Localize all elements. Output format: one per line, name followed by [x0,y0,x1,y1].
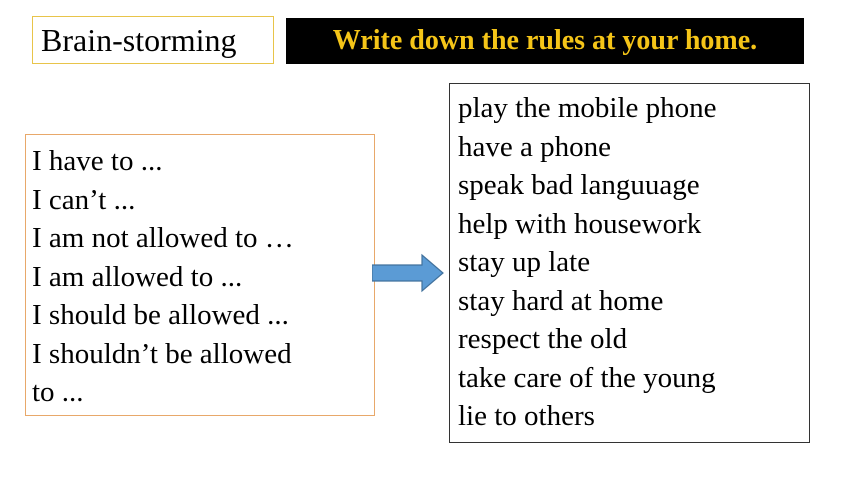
activity-item: have a phone [458,130,611,163]
activities-box [449,83,810,443]
activity-item: respect the old [458,323,628,355]
activity-item: play the mobile phone [458,92,717,124]
phrase-item: I can’t ... [32,183,136,216]
activity-item: lie to others [458,400,595,432]
brainstorming-title [32,16,274,64]
activity-item: stay up late [458,246,591,278]
brainstorming-title-text: Brain-storming [41,22,237,58]
right-arrow-icon [372,253,444,293]
phrases-box [25,134,375,416]
activity-item: take care of the young [458,361,716,394]
phrase-item: I have to ... [32,145,163,177]
phrase-item: I am allowed to ... [32,260,243,293]
instruction-banner-text: Write down the rules at your home. [332,25,758,56]
activity-item: speak bad languuage [458,169,700,201]
phrase-item: I am not allowed to … [32,222,294,254]
phrase-item: I shouldn’t be allowed [32,337,292,370]
activity-item: stay hard at home [458,284,664,317]
instruction-banner [286,18,804,64]
activity-item: help with housework [458,207,702,240]
phrase-item: to ... [32,376,84,408]
phrase-item: I should be allowed ... [32,299,289,331]
